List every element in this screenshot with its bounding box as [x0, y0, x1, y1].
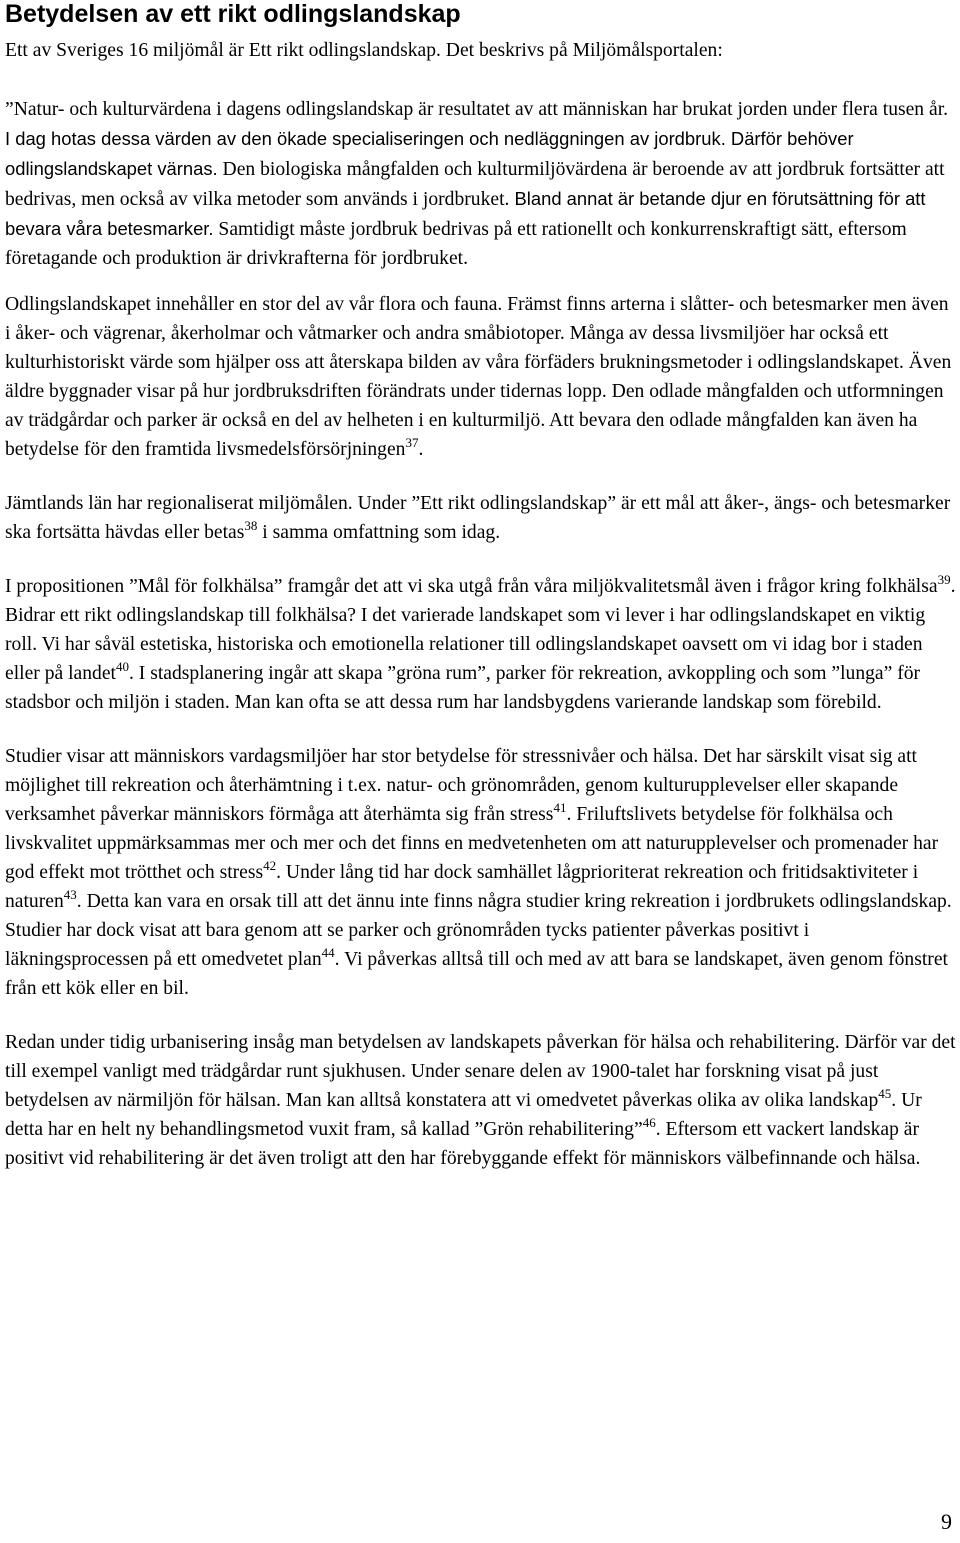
- footnote-ref: 38: [244, 518, 258, 533]
- footnote-ref: 39: [937, 572, 951, 587]
- quote-text-5: Samtidigt måste jordbruk bedrivas på ett rationellt och konkurrenskraftigt sätt, eftersom företagande och produktion är drivkrafterna för jordbruket.: [5, 219, 907, 269]
- paragraph-text: . Ur detta har en helt ny behandlingsmetod vuxit fram, så kallad ”Grön rehabilitering”: [5, 1090, 922, 1140]
- quote-text-4: Bland annat är betande djur en förutsättning för att bevara våra betesmarker.: [5, 188, 926, 239]
- regional-goals-paragraph: [5, 489, 957, 547]
- footnote-ref: 37: [405, 435, 419, 450]
- paragraph-text: I propositionen ”Mål för folkhälsa” framgår det att vi ska utgå från våra miljökvalitetsmål även i frågor kring folkhälsa: [5, 576, 938, 597]
- paragraph-text: i samma omfattning som idag.: [257, 522, 501, 543]
- quote-text-3: Den biologiska mångfalden och kulturmiljövärdena är beroende av att jordbruk fortsätter att bedrivas, men också av vilka metoder som används i jordbruket.: [5, 159, 945, 210]
- rehabilitation-paragraph: [5, 1028, 957, 1173]
- paragraph-text: . Bidrar ett rikt odlingslandskap till folkhälsa? I det varierade landskapet som vi lever i har odlingslandskapet en viktig roll. Vi har såväl estetiska, historiska och emotionella relationer till odlingslandskapet oavsett om vi idag bor i staden eller på landet: [5, 576, 956, 684]
- paragraph-text: . Vi påverkas alltså till och med av att bara se landskapet, även genom fönstret från ett kök eller en bil.: [5, 949, 948, 999]
- page-number: 9: [941, 1509, 952, 1534]
- paragraph-text: .: [418, 439, 424, 460]
- footnote-ref: 41: [553, 800, 567, 815]
- stress-studies-paragraph: [5, 742, 957, 1003]
- paragraph-text: . Eftersom ett vackert landskap är positivt vid rehabilitering är det även troligt att den har förebyggande effekt för människors välbefinnande och hälsa.: [5, 1119, 921, 1169]
- footnote-ref: 43: [63, 887, 77, 902]
- section-heading: Betydelsen av ett rikt odlingslandskap: [5, 0, 461, 28]
- paragraph-text: . I stadsplanering ingår att skapa ”gröna rum”, parker för rekreation, avkoppling och som ”lunga” för stadsbor och miljön i staden. Man kan ofta se att dessa rum har landsbygdens varierande landskap som förebild.: [5, 663, 921, 713]
- paragraph-text: . Detta kan vara en orsak till att det ännu inte finns några studier kring rekreation i jordbrukets odlingslandskap. Studier har dock visat att bara genom att se parker och grönområden tycks patienter påverkas positivt i läkningsprocessen på ett omedvetet plan: [5, 891, 952, 970]
- paragraph-text: Redan under tidig urbanisering insåg man betydelsen av landskapets påverkan för hälsa och rehabilitering. Därför var det till exempel vanligt med trädgårdar runt sjukhusen. Under senare delen av 1900-talet har forskning visat på just betydelsen av närmiljön för hälsan. Man kan alltså konstatera att vi omedvetet påverkas olika av olika landskap: [5, 1032, 956, 1111]
- paragraph-text: Jämtlands län har regionaliserat miljömålen. Under ”Ett rikt odlingslandskap” är ett mål att åker-, ängs- och betesmarker ska fortsätta hävdas eller betas: [5, 493, 951, 543]
- quote-text-2: I dag hotas dessa värden av den ökade specialiseringen och nedläggningen av jordbruk. Därför behöver odlingslandskapet värnas.: [5, 128, 854, 179]
- footnote-ref: 40: [115, 659, 129, 674]
- paragraph-text: Odlingslandskapet innehåller en stor del av vår flora och fauna. Främst finns arterna i slåtter- och betesmarker men även i åker- och vägrenar, åkerholmar och våtmarker och andra småbiotoper. Många av dessa livsmiljöer har också ett kulturhistoriskt värde som hjälper oss att återskapa bilden av våra förfäders brukningsmetoder i odlingslandskapet. Även äldre byggnader visar på hur jordbruksdriften förändrats under tidernas lopp. Den odlade mångfalden och utformningen av trädgårdar och parker är också en del av helheten i en kulturmiljö. Att bevara den odlade mångfalden kan även ha betydelse för den framtida livsmedelsförsörjningen: [5, 294, 952, 460]
- paragraph-text: Studier visar att människors vardagsmiljöer har stor betydelse för stressnivåer och hälsa. Det har särskilt visat sig att möjlighet till rekreation och återhämtning i t.ex. natur- och grönområden, genom kulturupplevelser eller skapande verksamhet påverkar människors förmåga att återhämta sig från stress: [5, 746, 917, 825]
- public-health-paragraph: [5, 572, 957, 717]
- footnote-ref: 42: [263, 858, 277, 873]
- document-page: [5, 0, 957, 1173]
- paragraph-text: . Friluftslivets betydelse för folkhälsa och livskvalitet uppmärksammas mer och mer och det finns en medvetenheten om att naturupplevelser och promenader har god effekt mot trötthet och stress: [5, 804, 939, 883]
- flora-fauna-paragraph: [5, 290, 957, 464]
- quote-text-1: ”Natur- och kulturvärdena i dagens odlingslandskap är resultatet av att människan har brukat jorden under flera tusen år.: [5, 99, 949, 120]
- quote-paragraph: [5, 94, 957, 273]
- footnote-ref: 46: [642, 1115, 656, 1130]
- footnote-ref: 45: [878, 1086, 892, 1101]
- footnote-ref: 44: [321, 945, 335, 960]
- paragraph-text: . Under lång tid har dock samhället lågprioriterat rekreation och fritidsaktiviteter i naturen: [5, 862, 919, 912]
- intro-paragraph: Ett av Sveriges 16 miljömål är Ett rikt odlingslandskap. Det beskrivs på Miljömålsportalen:: [5, 40, 723, 61]
